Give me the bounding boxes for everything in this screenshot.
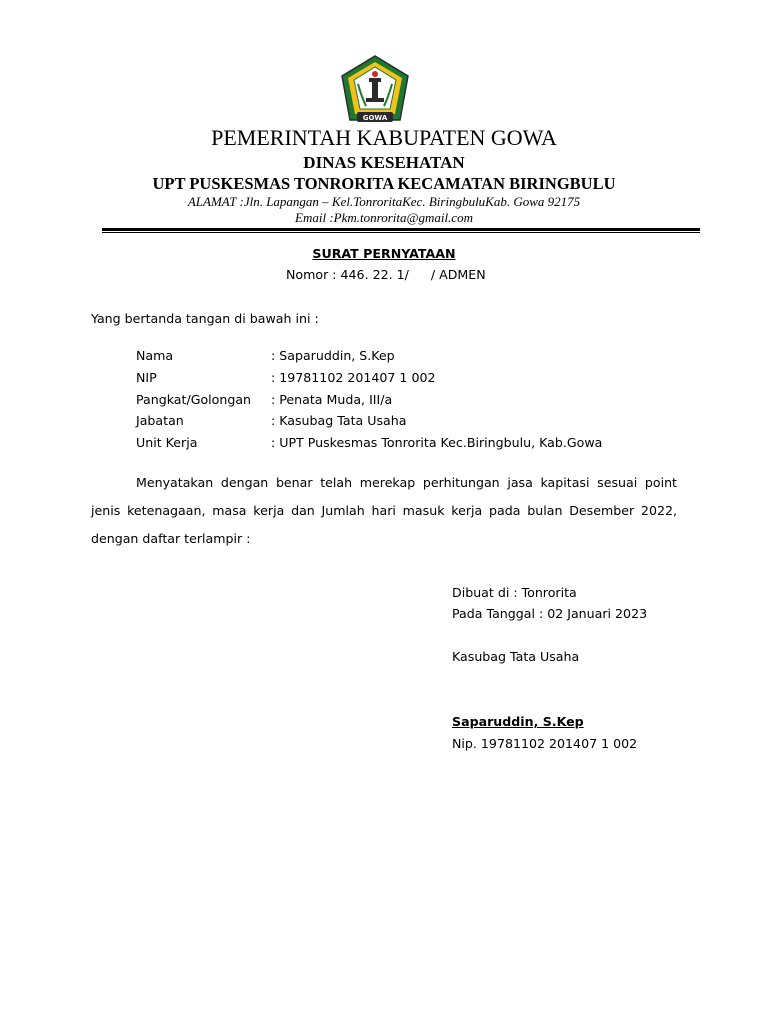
identity-value: : UPT Puskesmas Tonrorita Kec.Biringbulu, Kab.Gowa: [271, 435, 603, 450]
letter-number-right: / ADMEN: [430, 267, 486, 282]
identity-value: : Saparuddin, S.Kep: [271, 348, 395, 363]
letter-title: SURAT PERNYATAAN: [312, 246, 456, 261]
letterhead-address: ALAMAT :Jln. Lapangan – Kel.TonroritaKec. BiringbuluKab. Gowa 92175: [187, 194, 581, 209]
identity-label: Pangkat/Golongan: [136, 392, 252, 407]
intro-text: Yang bertanda tangan di bawah ini :: [91, 311, 319, 326]
identity-label: Unit Kerja: [136, 435, 198, 450]
signature-place: Dibuat di : Tonrorita: [452, 585, 577, 600]
letterhead-government: PEMERINTAH KABUPATEN GOWA: [211, 125, 557, 150]
statement-text: Menyatakan dengan benar telah merekap perhitungan jasa kapitasi sesuai point jenis ketenagaan, masa kerja dan Jumlah hari masuk kerja pada bulan Desember 2022, dengan daftar terlampir :: [91, 475, 677, 546]
identity-label: Nama: [136, 348, 174, 363]
letterhead-office: UPT PUSKESMAS TONRORITA KECAMATAN BIRINGBULU: [152, 174, 616, 193]
identity-value: : Kasubag Tata Usaha: [271, 413, 407, 428]
identity-value: : 19781102 201407 1 002: [271, 370, 436, 385]
identity-label: Jabatan: [136, 413, 184, 428]
signatory-nip: Nip. 19781102 201407 1 002: [452, 736, 638, 751]
letterhead-divider-thin: [102, 232, 700, 233]
gowa-regency-emblem-icon: [340, 54, 410, 126]
identity-label: NIP: [136, 370, 157, 385]
letter-number-left: Nomor : 446. 22. 1/: [286, 267, 409, 282]
emblem-label: GOWA: [362, 114, 388, 122]
letter-number: [286, 267, 486, 282]
letterhead-department: DINAS KESEHATAN: [303, 153, 465, 172]
statement-paragraph: [91, 469, 677, 553]
letterhead-divider-thick: [102, 228, 700, 231]
signature-position: Kasubag Tata Usaha: [452, 649, 580, 664]
identity-value: : Penata Muda, III/a: [271, 392, 393, 407]
signatory-name: Saparuddin, S.Kep: [452, 714, 584, 729]
signature-date: Pada Tanggal : 02 Januari 2023: [452, 606, 648, 621]
letterhead-email: Email :Pkm.tonrorita@gmail.com: [295, 210, 473, 225]
